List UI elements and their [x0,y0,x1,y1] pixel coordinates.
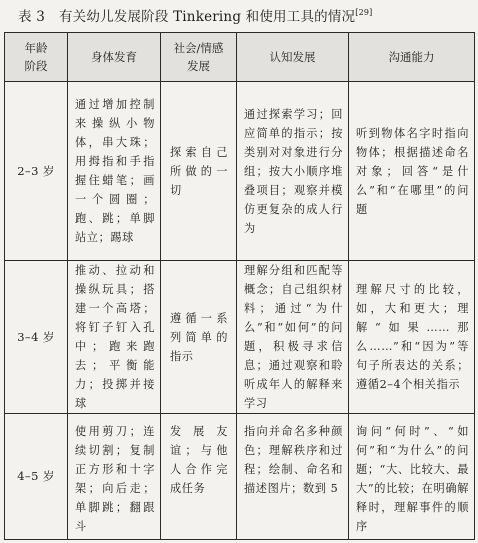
social-cell: 发展友谊；与他人合作完成任务 [161,414,237,540]
header-social [161,33,237,82]
communication-cell: 询问“何时”、“如何”和“为什么”的问题；“大、比较大、最大”的比较；在明确解释时，理解事件的顺序 [349,414,475,540]
cognitive-cell: 通过探索学习；回应简单的指示；按类别对对象进行分组；按大小顺序堆叠项目；观察并模仿更复杂的成人行为 [237,82,349,261]
age-cell: 2–3 岁 [5,82,68,261]
age-cell: 3–4 岁 [5,261,68,414]
cognitive-cell: 指向并命名多种颜色；理解秩序和过程；绘制、命名和描述图片；数到 5 [237,414,349,540]
table-caption [18,5,470,29]
table-title: 有关幼儿发展阶段 Tinkering 和使用工具的情况 [58,9,356,25]
cognitive-cell: 理解分组和匹配等概念；自己组织材料；通过“为什么”和“如何”的问题，积极寻求信息；通过观察和聆听成年人的解释来学习 [237,261,349,414]
social-cell: 探索自己所做的一切 [161,82,237,261]
header-age [5,33,68,82]
physical-cell: 推动、拉动和操纵玩具；搭建一个高塔；将钉子钉入孔中；跑来跑去；平衡能力；投掷并接球 [68,261,161,414]
social-cell: 遵循一系列简单的指示 [161,261,237,414]
header-cognitive: 认知发展 [237,33,349,82]
communication-cell: 理解尺寸的比较，如，大和更大；理解“如果……那么……”和“因为”等句子所表达的关系；遵循2–4个相关指示 [349,261,475,414]
header-physical: 身体发育 [68,33,161,82]
header-age-label: 年龄阶段 [24,41,48,73]
physical-cell: 通过增加控制来操纵小物体，串大珠；用拇指和手指握住蜡笔；画一个圆圈；跑、跳；单脚站立；踢球 [68,82,161,261]
table-number: 表 3 [18,9,45,25]
table-row [5,414,475,540]
header-row [5,33,475,82]
header-social-label: 社会/情感发展 [173,41,224,73]
header-communication: 沟通能力 [349,33,475,82]
age-cell: 4–5 岁 [5,414,68,540]
physical-cell: 使用剪刀；连续切割；复制正方形和十字架；向后走；单脚跳；翻跟斗 [68,414,161,540]
communication-cell: 听到物体名字时指向物体；根据描述命名对象；回答“是什么”和“在哪里”的问题 [349,82,475,261]
table-row [5,261,475,414]
table-row [5,82,475,261]
development-table [4,32,475,540]
reference-marker: [29] [355,8,373,17]
